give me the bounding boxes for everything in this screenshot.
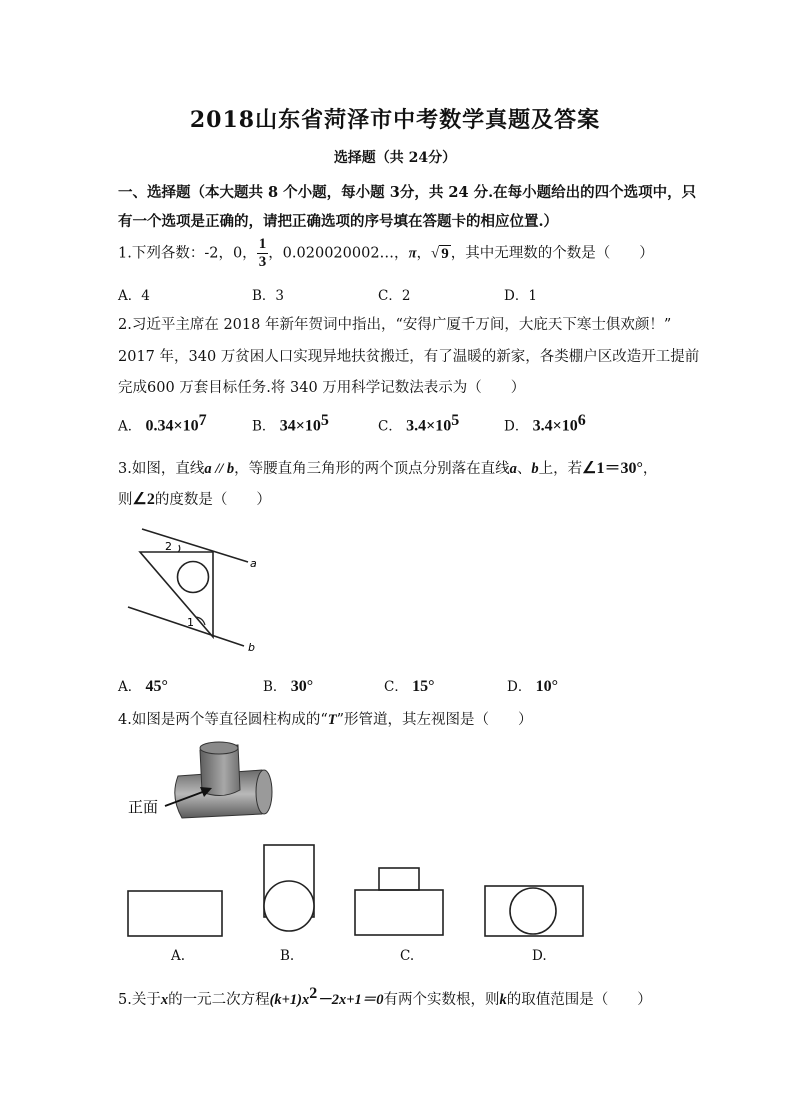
q2-option-exp: 6 <box>577 412 586 429</box>
option-value: 45° <box>145 678 168 695</box>
q4-t: T <box>327 712 337 728</box>
q4-option-b-label: B. <box>280 948 295 964</box>
q1-option-a: A．4 <box>118 288 150 304</box>
option-value: 10° <box>535 678 559 695</box>
sqrt-symbol: √ <box>430 245 440 262</box>
q1-sep: ， <box>416 245 431 262</box>
q2-option-base: 0.34×10 <box>145 417 199 435</box>
sqrt-radicand: 9 <box>441 245 449 262</box>
section-instructions-line1: 一、选择题（本大题共 8 个小题，每小题 3分，共 24 分.在每小题给出的四个选项中，只 <box>118 184 697 201</box>
q5-text: 有两个实数根，则 <box>383 991 500 1008</box>
q1-text-pre: 1.下列各数：-2，0， <box>118 245 257 262</box>
label-angle-2: 2 <box>165 540 172 553</box>
q2-option-letter: C． <box>378 418 402 435</box>
q2-line1: 2.习近平主席在 2018 年新年贺词中指出，“安得广厦千万间，大庇天下寒士俱欢颜！” <box>118 317 672 333</box>
q1-frac-den: 3 <box>258 254 267 270</box>
q1-option-b: B．3 <box>252 288 285 304</box>
q4-option-c-label: C. <box>400 948 415 964</box>
option-c-small-rect <box>379 868 419 890</box>
q4-option-d-label: D. <box>532 948 547 964</box>
option-c-rect <box>355 890 443 935</box>
q3-text: 的度数是（ ） <box>154 492 271 508</box>
option-b-circle <box>264 881 314 931</box>
q2-option-base: 3.4×10 <box>406 417 452 435</box>
q5-equation-b: －2x+1＝0 <box>317 991 384 1008</box>
q5-equation-a: (k+1)x <box>269 991 310 1008</box>
q4-text: ”形管道，其左视图是（ ） <box>336 712 533 728</box>
q5-line <box>118 985 652 1009</box>
q3-text: 、 <box>516 461 532 477</box>
q2-option-base: 34×10 <box>279 417 321 435</box>
label-line-a: a <box>250 557 257 570</box>
front-label: 正面 <box>128 798 159 816</box>
option-letter: D． <box>507 679 532 695</box>
label-line-b: b <box>248 641 255 654</box>
q2-line3: 完成600 万套目标任务.将 340 万用科学记数法表示为（ ） <box>118 380 526 396</box>
q2-option-base: 3.4×10 <box>532 417 578 435</box>
q2-option-letter: A． <box>118 418 142 435</box>
q5-text: 的一元二次方程 <box>168 991 270 1008</box>
section-subtitle: 选择题（共 24分） <box>333 150 457 166</box>
q3-text: 则 <box>118 492 133 508</box>
q1-pi: π <box>408 245 417 262</box>
q2-option-exp: 5 <box>451 412 460 429</box>
q5-text: 的取值范围是（ ） <box>506 991 652 1008</box>
q2-line2: 2017 年，340 万贫困人口实现异地扶贫搬迁，有了温暖的新家，各类棚户区改造开工提前 <box>118 349 700 365</box>
option-letter: A． <box>118 679 142 695</box>
q1-frac-num: 1 <box>258 236 267 252</box>
q3-text: 3.如图，直线 <box>118 461 205 477</box>
option-value: 30° <box>290 678 314 695</box>
option-letter: B． <box>263 679 287 695</box>
q5-var-k: k <box>499 991 507 1008</box>
q3-text: 上，若 <box>538 461 583 477</box>
q1-option-d: D．1 <box>504 288 537 304</box>
q5-var-x: x <box>160 991 169 1008</box>
q4-option-a-label: A. <box>171 948 186 964</box>
page-title: 2018山东省菏泽市中考数学真题及答案 <box>189 107 601 133</box>
q3-var-b: b <box>531 461 539 477</box>
option-value: 15° <box>412 678 435 695</box>
option-d-circle <box>510 888 556 934</box>
q2-option-exp: 7 <box>198 412 207 429</box>
q1-text-mid: ，0.020020002…， <box>268 245 409 262</box>
section-instructions-line2: 有一个选项是正确的，请把正确选项的序号填在答题卡的相应位置.） <box>118 213 559 230</box>
q5-text: 5.关于 <box>118 991 161 1008</box>
q3-text: ，等腰直角三角形的两个顶点分别落在直线 <box>234 461 510 477</box>
q3-var-a: a <box>509 461 517 477</box>
q2-option-exp: 5 <box>320 412 329 429</box>
q2-option-letter: D． <box>504 418 529 435</box>
option-letter: C． <box>384 679 408 695</box>
option-d-rect <box>485 886 583 936</box>
label-angle-1: 1 <box>187 616 194 629</box>
q4-text: 4.如图是两个等直径圆柱构成的“ <box>118 712 328 728</box>
q3-text: ， <box>642 461 658 477</box>
option-a-rect <box>128 891 222 936</box>
q3-angle2: ∠2 <box>132 491 155 508</box>
q1-option-c: C．2 <box>378 288 411 304</box>
q3-parallel: a // b <box>204 461 235 477</box>
q5-exponent: 2 <box>309 985 318 1002</box>
q1-text-post: ，其中无理数的个数是（ ） <box>450 245 654 262</box>
q2-option-letter: B． <box>252 418 276 435</box>
q3-angle1: ∠1＝30° <box>582 460 643 477</box>
